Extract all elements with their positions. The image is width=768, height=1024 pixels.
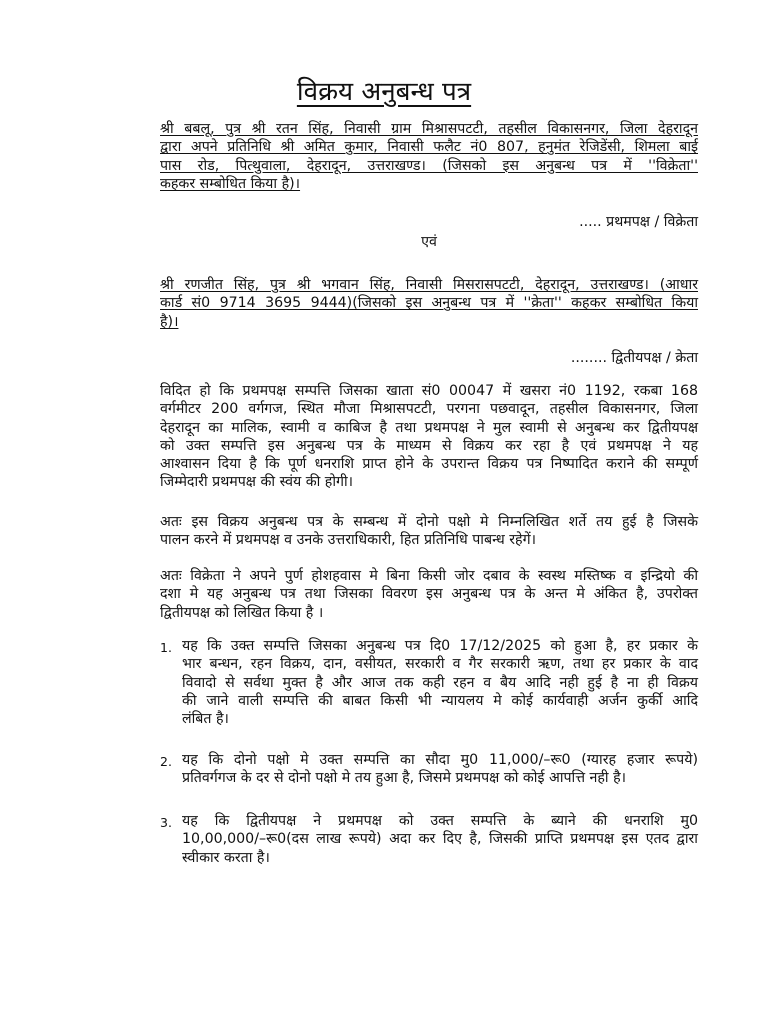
seller-line: पास रोड, पित्थुवाला, देहरादून, उत्तराखण्ड। (जिसको इस अनुबन्ध पत्र में ''विक्रेता'': [160, 157, 698, 174]
clause-text: [182, 751, 698, 788]
buyer-label: ........ द्वितीयपक्ष / क्रेता: [570, 350, 698, 366]
clause-line: की जाने वाली सम्पत्ति की बाबत किसी भी न्यायलय मे कोई कार्यवाही अर्जन कुर्की आदि: [182, 692, 698, 709]
declaration-paragraph: [160, 567, 698, 622]
paragraph-line: वर्गमीटर 200 वर्गगज, स्थित मौजा मिश्रासपटटी, परगना पछवादून, तहसील विकासनगर, जिला: [160, 401, 698, 418]
clause-line: यह कि उक्त सम्पत्ति जिसका अनुबन्ध पत्र दि0 17/12/2025 को हुआ है, हर प्रकार के: [182, 638, 698, 654]
clause-line: प्रतिवर्गगज के दर से दोनो पक्षो मे तय हुआ है, जिसमे प्रथमपक्ष को कोई आपत्ति नही है।: [182, 770, 627, 787]
seller-line: कहकर सम्बोधित किया है)।: [160, 175, 301, 192]
intro-paragraph: [160, 382, 698, 492]
clause-line: यह कि द्वितीयपक्ष ने प्रथमपक्ष को उक्त सम्पत्ति के ब्याने की धनराशि मु0: [182, 813, 698, 829]
buyer-paragraph: [160, 276, 698, 331]
paragraph-line: को उक्त सम्पत्ति इस अनुबन्ध पत्र के माध्यम से विक्रय कर रहा है एवं प्रथमपक्ष ने यह: [160, 437, 698, 454]
clause-line: स्वीकार करता है।: [182, 849, 270, 866]
clause-number: 3.: [160, 815, 172, 830]
clause-text: [182, 812, 698, 867]
paragraph-line: अतः इस विक्रय अनुबन्ध पत्र के सम्बन्ध में दोनो पक्षो मे निम्नलिखित शर्ते तय हुई है जिसके: [160, 514, 698, 530]
clause-line: भार बन्धन, रहन विक्रय, दान, वसीयत, सरकारी व गैर सरकारी ऋण, तथा हर प्रकार के वाद: [182, 656, 698, 673]
clause-line: 10,00,000/–रू0(दस लाख रूपये) अदा कर दिए है, जिसकी प्राप्ति प्रथमपक्ष इस एतद द्वारा: [182, 831, 698, 848]
clause-number: 2.: [160, 754, 172, 769]
terms-paragraph: [160, 513, 698, 550]
clause-text: [182, 637, 698, 728]
paragraph-line: जिम्मेदारी प्रथमपक्ष की स्वंय की होगी।: [160, 474, 354, 491]
seller-line: द्वारा अपने प्रतिनिधि श्री अमित कुमार, निवासी फलैट नं0 807, हनुमंत रेजिडेंसी, शिमला बाई: [160, 139, 698, 156]
paragraph-line: देहरादून का मालिक, स्वामी व काबिज है तथा प्रथमपक्ष ने मुल स्वामी से अनुबन्ध कर द्वितीयपक्ष: [160, 419, 698, 436]
seller-paragraph: [160, 120, 698, 193]
paragraph-line: विदित हो कि प्रथमपक्ष सम्पत्ति जिसका खाता सं0 00047 में खसरा नं0 1192, रकबा 168: [160, 383, 698, 399]
seller-label: ..... प्रथमपक्ष / विक्रेता: [579, 214, 698, 230]
clause-line: लंबित है।: [182, 711, 229, 728]
paragraph-line: दशा मे यह अनुबन्ध पत्र तथा जिसका विवरण इस अनुबन्ध पत्र के अन्त मे अंकित है, उपरोक्त: [160, 586, 698, 603]
clause-number: 1.: [160, 640, 172, 655]
clause-line: यह कि दोनो पक्षो मे उक्त सम्पत्ति का सौदा मु0 11,000/–रू0 (ग्यारह हजार रूपये): [182, 752, 698, 768]
seller-line: श्री बबलू, पुत्र श्री रतन सिंह, निवासी ग्राम मिश्रासपटटी, तहसील विकासनगर, जिला देहरादून: [160, 121, 698, 137]
paragraph-line: पालन करने में प्रथमपक्ष व उनके उत्तराधिकारी, हित प्रतिनिधि पाबन्ध रहेगें।: [160, 532, 536, 549]
clause-line: विवादो से सर्वथा मुक्त है और आज तक कही रहन व बैय आदि नही हुई है ना ही विक्रय: [182, 674, 698, 691]
paragraph-line: द्वितीयपक्ष को लिखित किया है ।: [160, 604, 324, 621]
document-title: विक्रय अनुबन्ध पत्र: [296, 77, 472, 107]
and-label: एवं: [421, 234, 437, 250]
buyer-line: कार्ड सं0 9714 3695 9444)(जिसको इस अनुबन्ध पत्र में ''क्रेता'' कहकर सम्बोधित किया: [160, 295, 698, 312]
buyer-line: श्री रणजीत सिंह, पुत्र श्री भगवान सिंह, निवासी मिसरासपटटी, देहरादून, उत्तराखण्ड। (आधार: [160, 277, 698, 293]
paragraph-line: आश्वासन दिया है कि पूर्ण धनराशि प्राप्त होने के उपरान्त विक्रय पत्र निष्पादित कराने की सम्पूर्ण: [160, 456, 698, 473]
buyer-line: है)।: [160, 313, 179, 330]
paragraph-line: अतः विक्रेता ने अपने पुर्ण होशहवास मे बिना किसी जोर दबाव के स्वस्थ मस्तिष्क व इन्द्रियो की: [160, 568, 698, 584]
